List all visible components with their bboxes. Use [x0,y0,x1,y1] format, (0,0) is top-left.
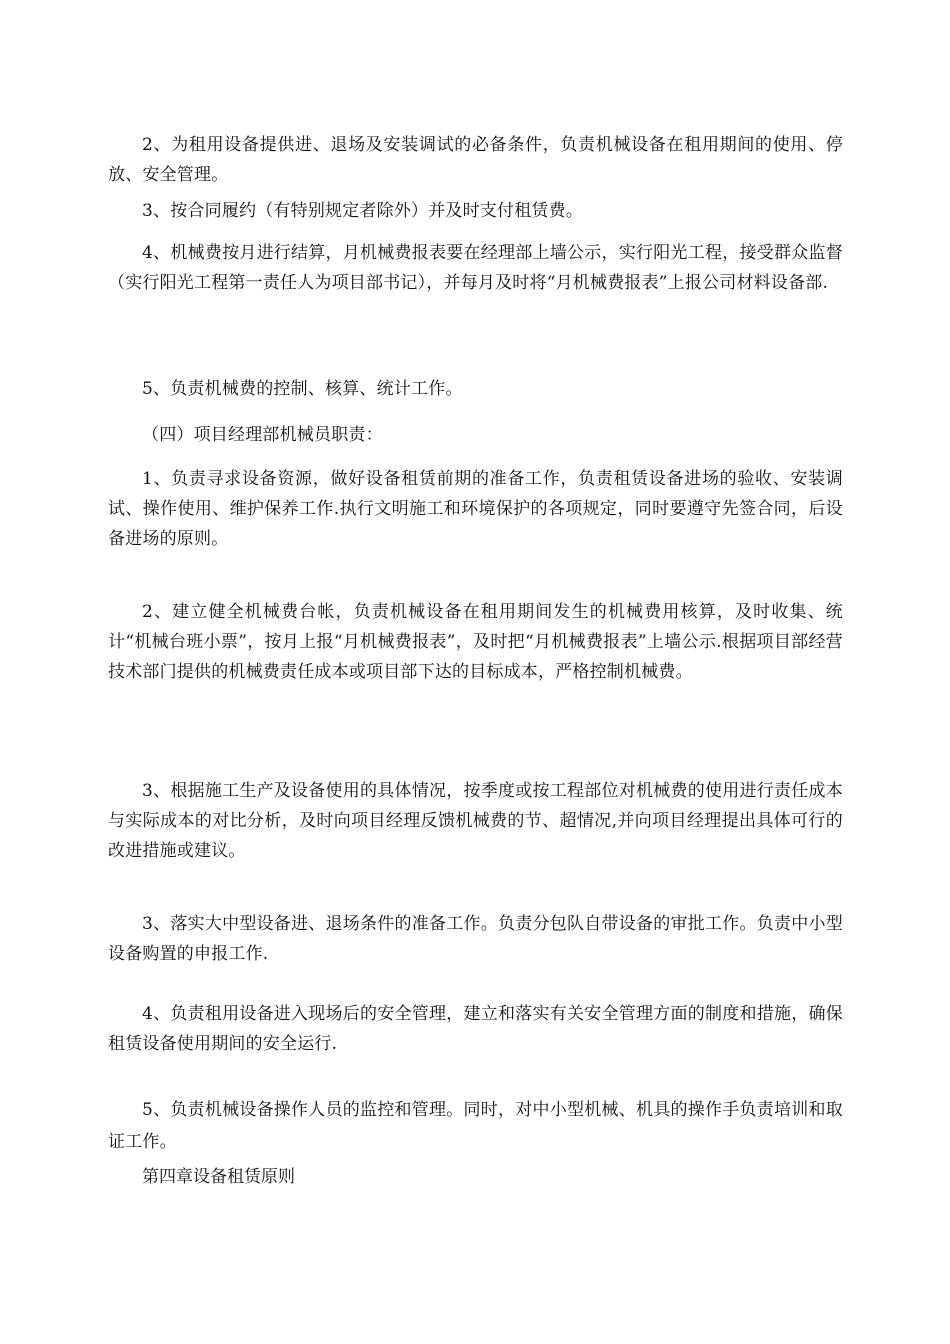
paragraph-safety-management: 4、负责租用设备进入现场后的安全管理，建立和落实有关安全管理方面的制度和措施，确保租赁设备使用期间的安全运行. [108,1004,843,1054]
section-heading-mechanic-duties: （四）项目经理部机械员职责： [142,425,383,445]
chapter-heading: 第四章设备租赁原则 [142,1167,295,1187]
paragraph-contract-payment: 3、按合同履约（有特别规定者除外）并及时支付租赁费。 [142,201,584,221]
paragraph-equipment-sourcing: 1、负责寻求设备资源，做好设备租赁前期的准备工作，负责租赁设备进场的验收、安装调试、操作使用、维护保养工作.执行文明施工和环境保护的各项规定，同时要遵守先签合同，后设备进场的原则。 [108,469,843,549]
paragraph-cost-analysis: 3、根据施工生产及设备使用的具体情况，按季度或按工程部位对机械费的使用进行责任成本与实际成本的对比分析，及时向项目经理反馈机械费的节、超情况,并向项目经理提出具体可行的改进措施或建议。 [108,781,843,861]
paragraph-cost-control: 5、负责机械费的控制、核算、统计工作。 [142,379,463,399]
paragraph-operator-training: 5、负责机械设备操作人员的监控和管理。同时，对中小型机械、机具的操作手负责培训和取证工作。 [108,1100,843,1152]
paragraph-site-preparation: 3、落实大中型设备进、退场条件的准备工作。负责分包队自带设备的审批工作。负责中小型设备购置的申报工作. [108,914,843,964]
paragraph-monthly-settlement: 4、机械费按月进行结算，月机械费报表要在经理部上墙公示，实行阳光工程，接受群众监督（实行阳光工程第一责任人为项目部书记），并每月及时将“月机械费报表”上报公司材料设备部. [108,243,843,293]
paragraph-machinery-ledger: 2、建立健全机械费台帐，负责机械设备在租用期间发生的机械费用核算，及时收集、统计“机械台班小票”，按月上报“月机械费报表”，及时把“月机械费报表”上墙公示.根据项目部经营技术部门提供的机械费责任成本或项目部下达的目标成本，严格控制机械费。 [108,602,843,682]
paragraph-equipment-conditions: 2、为租用设备提供进、退场及安装调试的必备条件，负责机械设备在租用期间的使用、停放、安全管理。 [108,135,843,185]
